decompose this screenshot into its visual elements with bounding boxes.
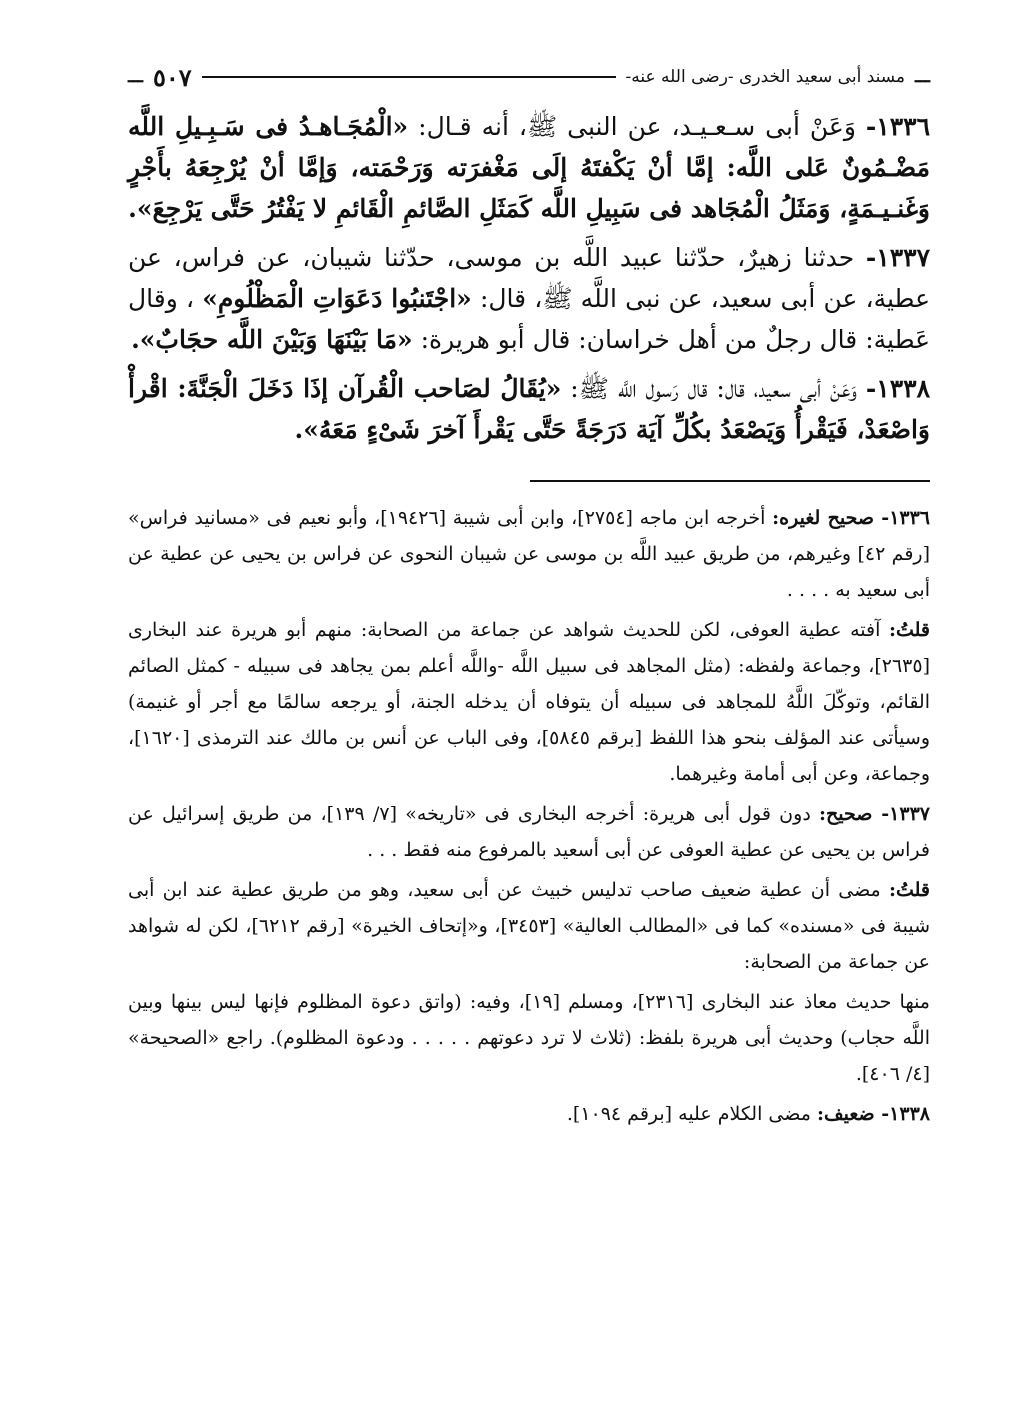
hadith-matn: «الْمُجَـاهـدُ فى سَـبِـيلِ اللَّه مَضْـمُونٌ عَلى اللَّه: إمَّا أنْ يَكْفتَهُ إلَى مَغْفرَته وَرَحْمَته، وَإمَّا أنْ يُرْجِعَهُ بأَجْرٍ وَغَنـيـمَةٍ، وَمَثَلُ الْمُجَاهد فى سَبِيلِ اللَّه كَمَثَلِ الصَّائمِ الْقَائمِ لا يَفْتُرُ حَتَّى يَرْجِعَ». (128, 112, 930, 223)
hadith-isnad: وَعَنْ أبى سـعـيـد، عن النبى ﷺ، أنه قـال: (408, 112, 856, 141)
hadith-matn: «اجْتَنبُوا دَعَوَاتِ الْمَظْلُومِ» (202, 284, 472, 313)
hadith-1336 (128, 106, 930, 229)
footnote-label: ١٣٣٨- ضعيف: (816, 1103, 930, 1125)
hadith-matn: «يُقَالُ لصَاحب الْقُرآن إذَا دَخَلَ الْجَنَّةَ: اقْرأْ وَاصْعَدْ، فَيَقْرأُ وَيَصْعَدُ بكُلِّ آيَة دَرَجَةً حَتَّى يَقْرأَ آخرَ شَىْءٍ مَعَهُ». (128, 374, 930, 444)
header-rule (202, 76, 616, 78)
header-title: مسند أبى سعيد الخدرى -رضى الله عنه- (625, 67, 906, 87)
hadith-1337 (128, 237, 930, 360)
hadith-isnad: حدثنا زهيرٌ، حدّثنا عبيد اللَّه بن موسى، حدّثنا شيبان، عن فراس، عن عطية، عن أبى سعيد، عن نبى اللَّه ﷺ، قال: (128, 243, 930, 313)
footnote-label: قلتُ: (888, 619, 930, 641)
page-number: ٥٠٧ (152, 62, 192, 92)
hadith-number: ١٣٣٦- (865, 112, 931, 141)
footnote-label: قلتُ: (888, 879, 930, 901)
footnote-text: دون قول أبى هريرة: أخرجه البخارى فى «تاريخه» [٧/ ١٣٩]، من طريق إسرائيل عن فراس بن يحيى عن عطية العوفى عن أبى أسعيد بالمرفوع منه فقط . . . (128, 803, 930, 861)
footnote-label: ١٣٣٦- صحيح لغيره: (772, 507, 931, 529)
footnote-witnesses-1337 (128, 984, 930, 1092)
running-header (128, 62, 930, 92)
footnote-separator (530, 480, 930, 482)
footnote-1337 (128, 796, 930, 868)
header-dash: ـــ (915, 67, 930, 87)
footnote-text: أخرجه ابن ماجه [٢٧٥٤]، وابن أبى شيبة [١٩٤٢٦]، وأبو نعيم فى «مسانيد فراس» [رقم ٤٢] وغيرهم، من طريق عبيد اللَّه بن موسى عن شيبان النحوى عن فراس بن يحيى عن عطية عن أبى سعيد به . . . . (128, 507, 930, 601)
hadith-number: ١٣٣٧- (865, 243, 930, 272)
hadith-number: ١٣٣٨- (865, 374, 931, 403)
footnote-comment-1337 (128, 872, 930, 980)
header-dash-end: ـــ (128, 67, 143, 87)
hadith-isnad: وَعَنْ أبى سعيد، قال: قال رَسول اللَّه ﷺ: (561, 374, 857, 403)
footnote-1338 (128, 1096, 930, 1132)
footnote-text: آفته عطية العوفى، لكن للحديث شواهد عن جماعة من الصحابة: منهم أبو هريرة عند البخارى [٢٦٣٥]، وجماعة ولفظه: (مثل المجاهد فى سبيل اللَّه -واللَّه أعلم بمن يجاهد فى سبيله - كمثل الصائم القائم، وتوكّلَ اللَّهُ للمجاهد فى سبيله أن يتوفاه أن يدخله الجنة، أو يرجعه سالمًا مع أجر أو غنيمة) وسيأتى عند المؤلف بنحو هذا اللفظ [برقم ٥٨٤٥]، وفى الباب عن أنس بن مالك عند الترمذى [١٦٢٠]، وجماعة، وعن أبى أمامة وغيرهما. (128, 619, 930, 785)
footnote-text: مضى أن عطية ضعيف صاحب تدليس خبيث عن أبى سعيد، وهو من طريق عطية عند ابن أبى شيبة فى «مسنده» كما فى «المطالب العالية» [٣٤٥٣]، و«إتحاف الخيرة» [رقم ٦٢١٢]، لكن له شواهد عن جماعة من الصحابة: (128, 879, 931, 973)
footnote-1336 (128, 500, 930, 608)
hadith-matn-2: «مَا بَيْنَهَا وَبَيْنَ اللَّه حجَابٌ». (131, 325, 413, 354)
footnote-label: ١٣٣٧- صحيح: (819, 803, 930, 825)
hadith-1338 (128, 368, 930, 450)
footnote-comment-1336 (128, 612, 930, 792)
footnote-text: منها حديث معاذ عند البخارى [٢٣١٦]، ومسلم [١٩]، وفيه: (واتق دعوة المظلوم فإنها ليس بينها وبين اللَّه حجاب) وحديث أبى هريرة بلفظ: (ثلاث لا ترد دعوتهم . . . . . ودعوة المظلوم). راجع «الصحيحة» [٤/ ٤٠٦]. (128, 991, 930, 1085)
footnote-text: مضى الكلام عليه [برقم ١٠٩٤]. (566, 1103, 817, 1125)
hadith-tail: ، وقال عَطية: قال رجلٌ من أهل خراسان: قال أبو هريرة: (128, 284, 930, 354)
